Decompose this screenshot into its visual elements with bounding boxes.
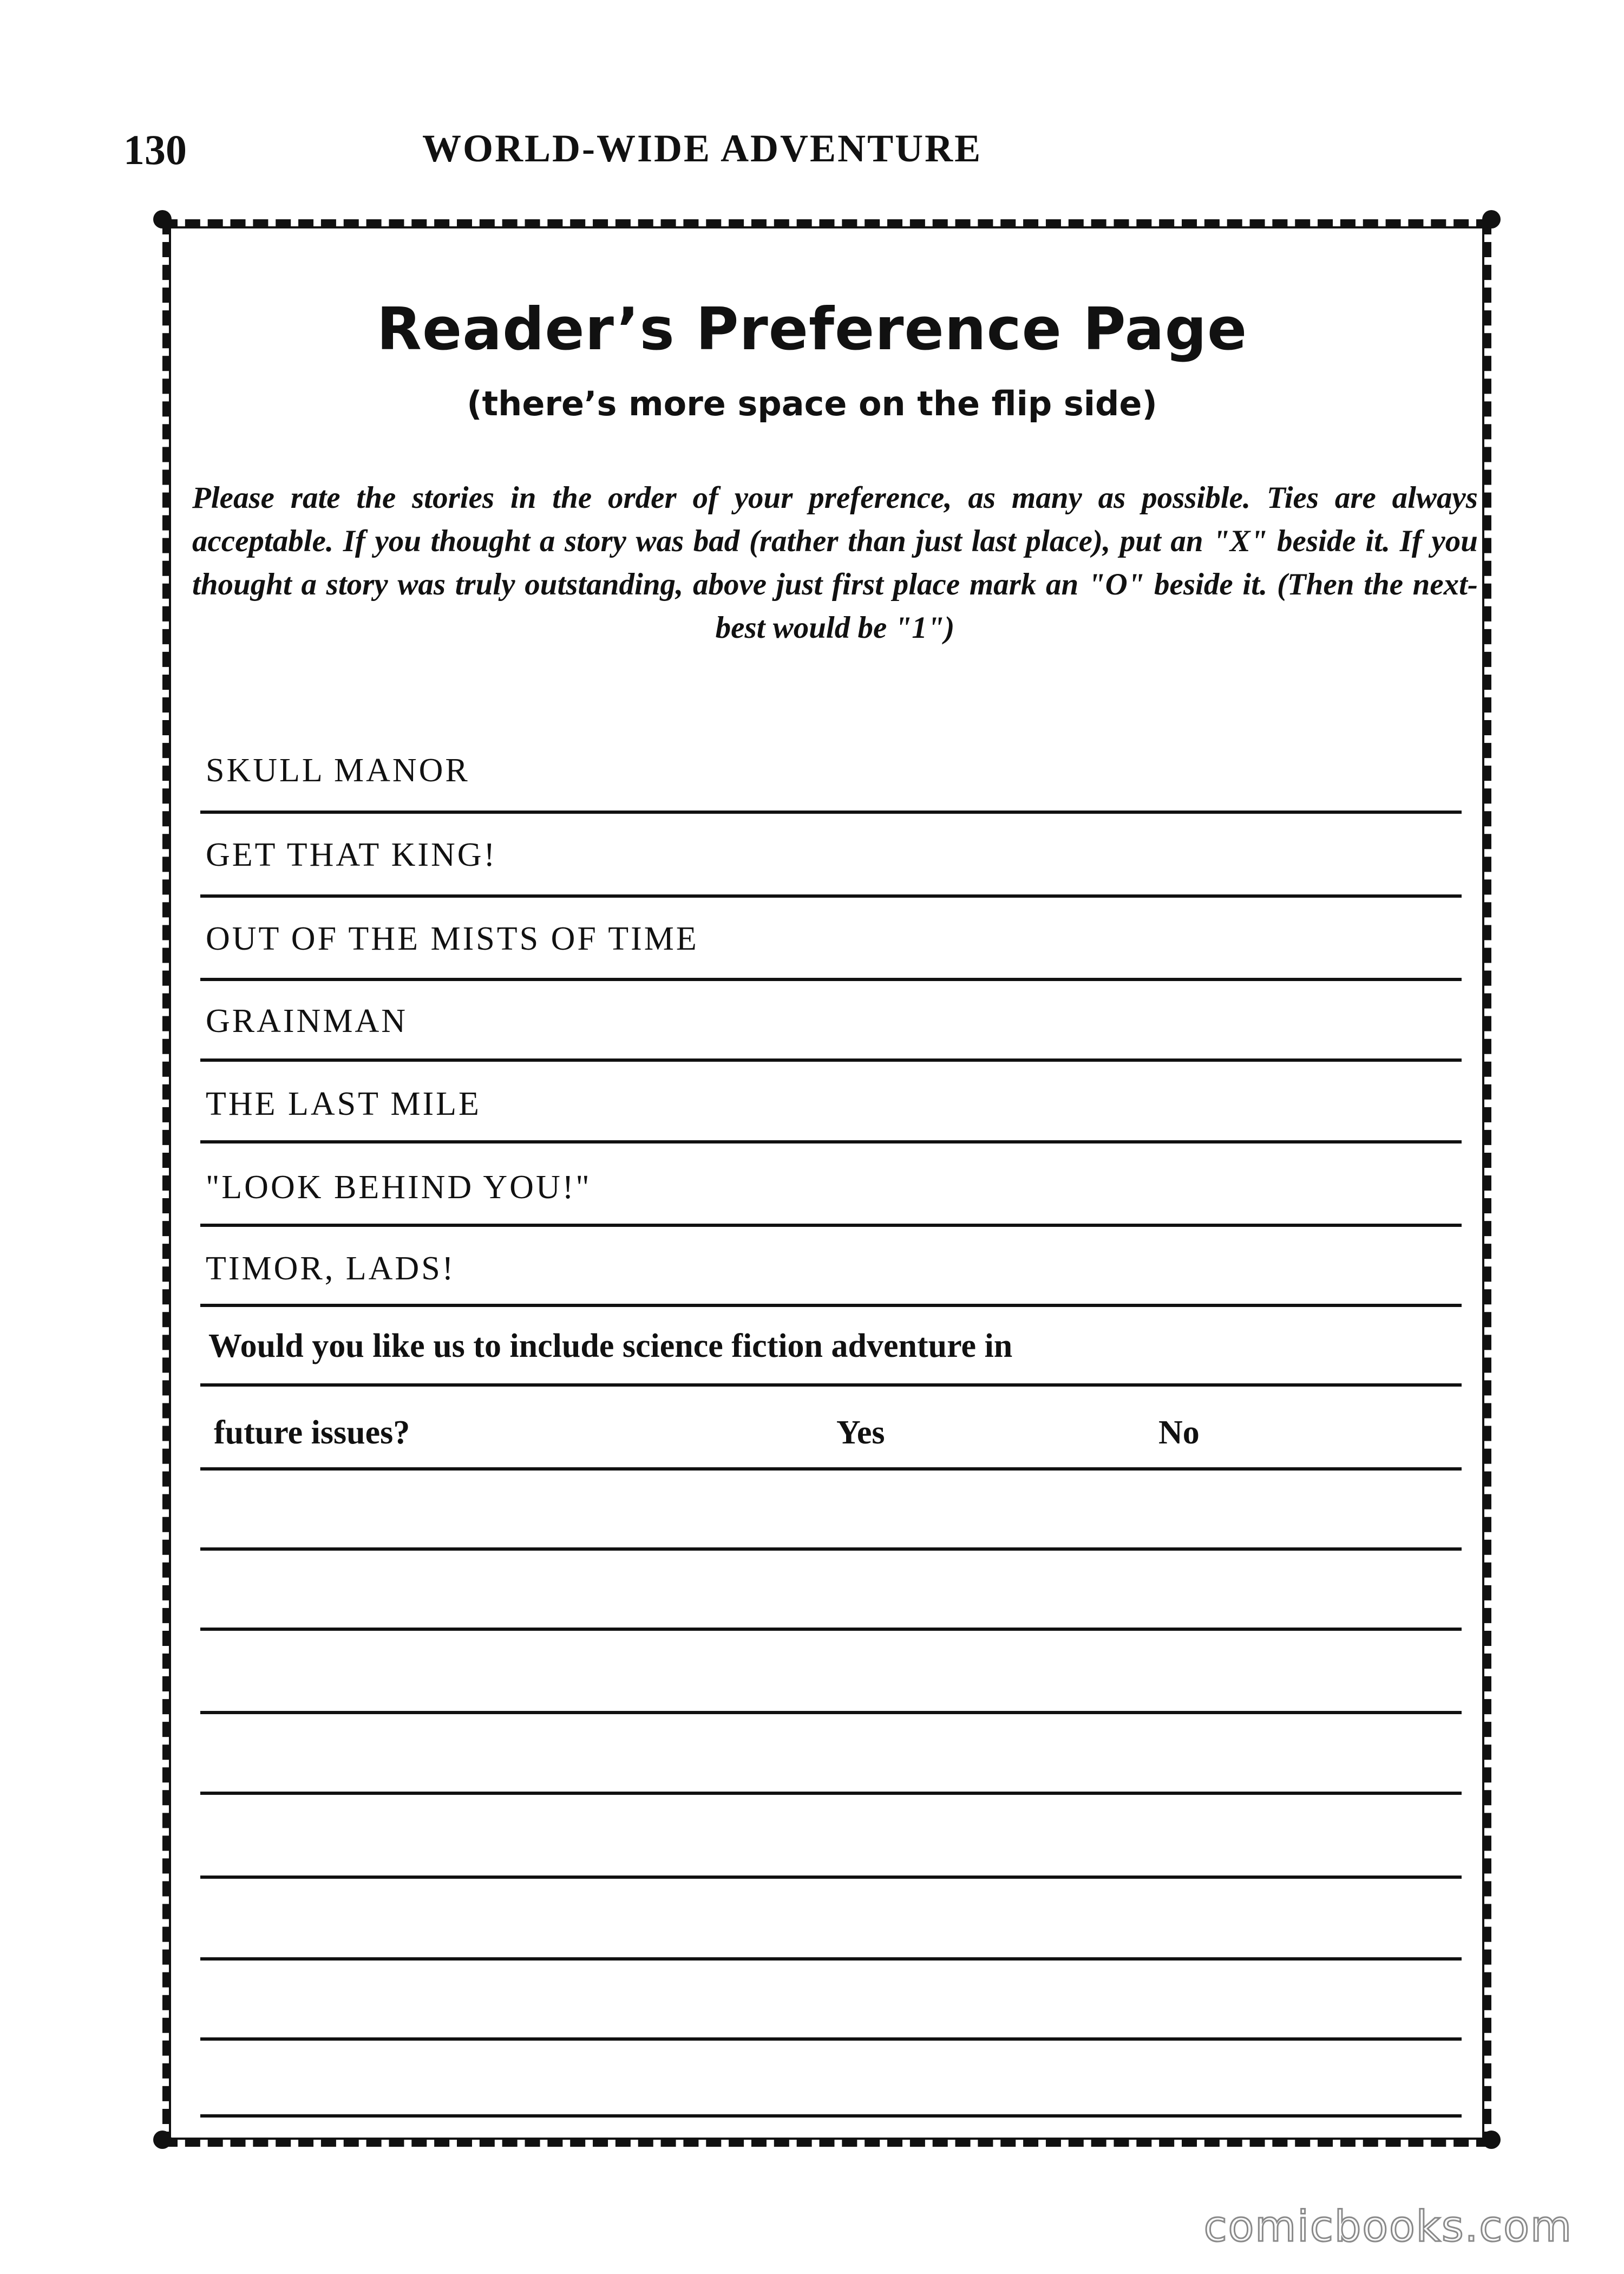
- comment-line[interactable]: [200, 1957, 1462, 1961]
- comment-line[interactable]: [200, 1792, 1462, 1795]
- survey-question-continued: future issues?: [214, 1414, 410, 1451]
- answer-no-label[interactable]: No: [1158, 1414, 1200, 1451]
- comment-line[interactable]: [200, 2037, 1462, 2041]
- comment-line[interactable]: [200, 1711, 1462, 1714]
- instructions-text: Please rate the stories in the order of your preference, as many as possible. Ties are always acceptable. If you thought a story was bad (rather than just last place), put an "X" beside it. If you thought a story was truly outstanding, above just first place mark an "O" beside it. (Then the next-best would be "1"): [192, 481, 1478, 645]
- story-entry-the-last-mile: THE LAST MILE: [206, 1086, 481, 1122]
- comment-line[interactable]: [200, 1547, 1462, 1551]
- rating-line[interactable]: [200, 978, 1462, 981]
- story-entry-grainman: GRAINMAN: [206, 1003, 408, 1040]
- answer-line[interactable]: [200, 1467, 1462, 1471]
- rating-line[interactable]: [200, 1224, 1462, 1227]
- page-number: 130: [123, 126, 187, 173]
- watermark: comicbooks.com: [1203, 2203, 1573, 2251]
- question-line: [200, 1383, 1462, 1387]
- corner-ornament-top-right: [1482, 210, 1501, 228]
- corner-ornament-bottom-left: [153, 2131, 172, 2149]
- rating-line[interactable]: [200, 1058, 1462, 1062]
- rating-line[interactable]: [200, 811, 1462, 814]
- comment-line[interactable]: [200, 1628, 1462, 1631]
- comment-line[interactable]: [200, 1876, 1462, 1879]
- corner-ornament-top-left: [153, 210, 172, 228]
- story-entry-timor-lads: TIMOR, LADS!: [206, 1250, 456, 1287]
- form-subtitle: (there’s more space on the flip side): [467, 384, 1157, 423]
- rating-line[interactable]: [200, 894, 1462, 898]
- story-entry-out-of-the-mists-of-time: OUT OF THE MISTS OF TIME: [206, 920, 699, 957]
- form-title: Reader’s Preference Page: [376, 296, 1248, 363]
- corner-ornament-bottom-right: [1482, 2131, 1501, 2149]
- answer-yes-label[interactable]: Yes: [836, 1414, 885, 1451]
- running-head: WORLD-WIDE ADVENTURE: [422, 127, 983, 170]
- rating-line[interactable]: [200, 1304, 1462, 1307]
- comment-line[interactable]: [200, 2114, 1462, 2118]
- story-entry-look-behind-you: "LOOK BEHIND YOU!": [206, 1169, 592, 1206]
- rating-line[interactable]: [200, 1140, 1462, 1143]
- story-entry-skull-manor: SKULL MANOR: [206, 752, 470, 789]
- survey-question: Would you like us to include science fiction adventure in: [208, 1328, 1013, 1364]
- story-entry-get-that-king: GET THAT KING!: [206, 837, 497, 873]
